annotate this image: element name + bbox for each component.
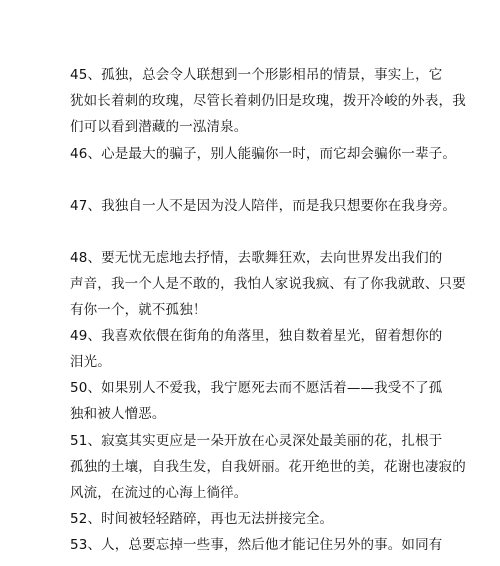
text-line: 52、时间被轻轻踏碎，再也无法拼接完全。 (70, 511, 334, 527)
text-line: 泪光。 (70, 354, 111, 370)
text-line: 声音，我一个人是不敢的，我怕人家说我疯、有了你我就敢、只要 (70, 276, 466, 292)
text-line: 48、要无忧无虑地去抒情，去歌舞狂欢，去向世界发出我们的 (70, 250, 443, 266)
text-line: 53、人，总要忘掉一些事，然后他才能记住另外的事。如同有 (70, 537, 443, 553)
text-line: 风流，在流过的心海上徜徉。 (70, 485, 248, 501)
text-line: 46、心是最大的骗子，别人能骗你一时，而它却会骗你一辈子。 (70, 146, 457, 162)
text-line: 47、我独自一人不是因为没人陪伴，而是我只想要你在我身旁。 (70, 198, 457, 214)
text-line: 独和被人憎恶。 (70, 406, 166, 422)
text-line: 51、寂寞其实更应是一朵开放在心灵深处最美丽的花，扎根于 (70, 433, 443, 449)
text-line: 孤独的土壤，自我生发，自我妍丽。花开绝世的美，花谢也凄寂的 (70, 459, 466, 475)
text-line: 犹如长着刺的玫瑰，尽管长着刺仍旧是玫瑰，拨开冷峻的外表，我 (70, 93, 466, 109)
text-line: 50、如果别人不爱我，我宁愿死去而不愿活着——我受不了孤 (70, 380, 443, 396)
text-line: 45、孤独，总会令人联想到一个形影相吊的情景，事实上，它 (70, 67, 443, 83)
text-line: 49、我喜欢依偎在街角的角落里，独自数着星光，留着想你的 (70, 328, 443, 344)
text-line: 们可以看到潜藏的一泓清泉。 (70, 119, 248, 135)
text-line: 有你一个，就不孤独！ (70, 302, 207, 318)
